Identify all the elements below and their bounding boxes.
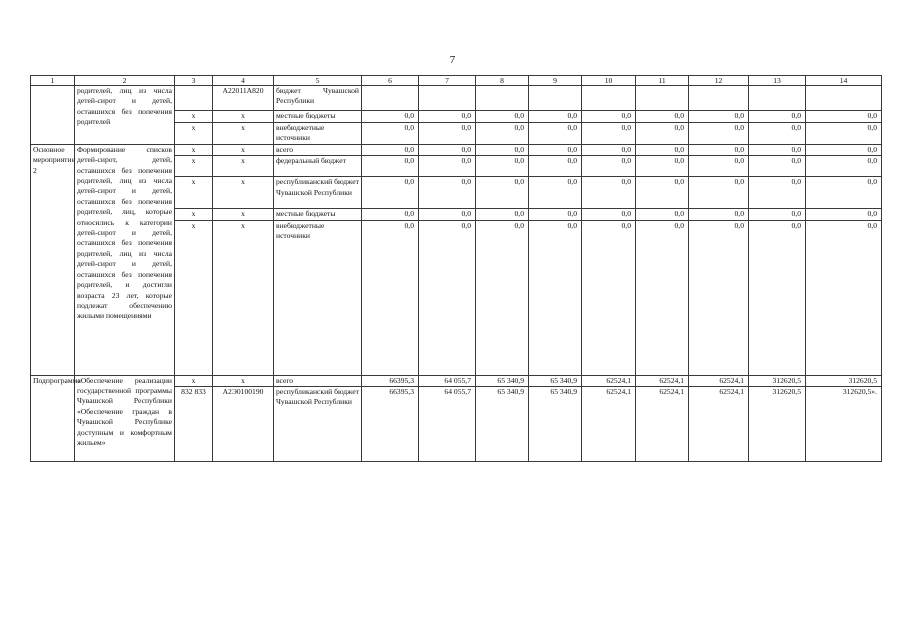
code-cell: х — [175, 156, 213, 177]
code-cell: х — [175, 111, 213, 123]
description-cell: родителей, лиц из числа детей-сирот и детей, оставшихся без попечения родителей — [75, 86, 175, 145]
value-cell: 0,0 — [749, 111, 806, 123]
value-cell: 0,0 — [476, 220, 529, 375]
value-cell: 0,0 — [689, 209, 749, 220]
value-cell: 0,0 — [419, 144, 476, 155]
funding-source-cell: внебюджетные источники — [274, 123, 362, 145]
value-cell: 0,0 — [582, 209, 636, 220]
funding-source-cell: федеральный бюджет — [274, 156, 362, 177]
value-cell: 0,0 — [582, 156, 636, 177]
funding-source-cell: всего — [274, 375, 362, 386]
classification-code-cell: х — [213, 177, 274, 209]
value-cell: 65 340,9 — [529, 387, 582, 462]
value-cell: 0,0 — [362, 156, 419, 177]
page-number: 7 — [449, 54, 456, 66]
value-cell — [689, 86, 749, 111]
classification-code-cell: х — [213, 144, 274, 155]
value-cell — [529, 86, 582, 111]
value-cell: 0,0 — [419, 177, 476, 209]
value-cell: 0,0 — [476, 177, 529, 209]
table-row — [31, 375, 882, 386]
value-cell: 0,0 — [362, 111, 419, 123]
value-cell: 0,0 — [806, 209, 882, 220]
value-cell: 0,0 — [476, 156, 529, 177]
code-cell: х — [175, 209, 213, 220]
value-cell: 62524,1 — [582, 387, 636, 462]
value-cell — [419, 86, 476, 111]
value-cell: 0,0 — [582, 111, 636, 123]
code-cell: х — [175, 375, 213, 386]
value-cell: 0,0 — [749, 156, 806, 177]
value-cell: 0,0 — [749, 209, 806, 220]
funding-source-cell: местные бюджеты — [274, 111, 362, 123]
value-cell: 0,0 — [529, 220, 582, 375]
header-row — [31, 76, 882, 86]
value-cell: 0,0 — [476, 123, 529, 145]
value-cell: 65 340,9 — [476, 387, 529, 462]
value-cell: 0,0 — [362, 144, 419, 155]
value-cell: 0,0 — [419, 156, 476, 177]
value-cell: 0,0 — [582, 220, 636, 375]
header-cell: 5 — [274, 76, 362, 86]
header-cell: 10 — [582, 76, 636, 86]
value-cell: 0,0 — [806, 156, 882, 177]
value-cell: 0,0 — [806, 123, 882, 145]
value-cell: 0,0 — [362, 209, 419, 220]
value-cell: 0,0 — [362, 220, 419, 375]
code-cell: х — [175, 177, 213, 209]
classification-code-cell: А22011А820 — [213, 86, 274, 111]
value-cell: 0,0 — [582, 144, 636, 155]
header-cell: 14 — [806, 76, 882, 86]
value-cell — [749, 86, 806, 111]
value-cell: 66395,3 — [362, 387, 419, 462]
value-cell: 0,0 — [749, 123, 806, 145]
value-cell: 62524,1 — [689, 387, 749, 462]
row-title-cell: Подпрограмма — [31, 375, 75, 461]
funding-source-cell: всего — [274, 144, 362, 155]
value-cell: 62524,1 — [582, 375, 636, 386]
value-cell: 0,0 — [749, 144, 806, 155]
code-cell: х — [175, 123, 213, 145]
classification-code-cell: х — [213, 123, 274, 145]
value-cell — [582, 86, 636, 111]
header-cell: 2 — [75, 76, 175, 86]
value-cell: 0,0 — [806, 220, 882, 375]
value-cell: 312620,5 — [749, 387, 806, 462]
classification-code-cell: х — [213, 111, 274, 123]
value-cell: 64 055,7 — [419, 387, 476, 462]
header-cell: 11 — [636, 76, 689, 86]
value-cell: 0,0 — [529, 111, 582, 123]
value-cell: 0,0 — [362, 123, 419, 145]
value-cell: 0,0 — [476, 144, 529, 155]
value-cell: 0,0 — [749, 177, 806, 209]
value-cell: 0,0 — [689, 144, 749, 155]
value-cell: 312620,5 — [749, 375, 806, 386]
value-cell: 0,0 — [636, 177, 689, 209]
value-cell: 0,0 — [636, 111, 689, 123]
value-cell: 66395,3 — [362, 375, 419, 386]
value-cell: 0,0 — [636, 209, 689, 220]
value-cell: 0,0 — [689, 220, 749, 375]
value-cell: 0,0 — [636, 144, 689, 155]
value-cell: 0,0 — [806, 144, 882, 155]
header-cell: 9 — [529, 76, 582, 86]
header-cell: 1 — [31, 76, 75, 86]
value-cell: 0,0 — [419, 220, 476, 375]
value-cell — [806, 86, 882, 111]
classification-code-cell: А2Э0100190 — [213, 387, 274, 462]
value-cell: 0,0 — [582, 123, 636, 145]
code-cell: 832 833 — [175, 387, 213, 462]
code-cell: х — [175, 144, 213, 155]
description-cell: «Обеспечение реализации государственной программы Чувашской Республики «Обеспечение граждан в Чувашской Республике доступным и комфортным жильем» — [75, 375, 175, 461]
value-cell: 62524,1 — [689, 375, 749, 386]
value-cell: 312620,5 — [806, 375, 882, 386]
code-cell — [175, 86, 213, 111]
header-cell: 7 — [419, 76, 476, 86]
row-title-cell — [31, 86, 75, 145]
header-cell: 6 — [362, 76, 419, 86]
value-cell: 0,0 — [476, 209, 529, 220]
value-cell: 0,0 — [419, 111, 476, 123]
value-cell: 0,0 — [689, 156, 749, 177]
header-cell: 8 — [476, 76, 529, 86]
classification-code-cell: х — [213, 209, 274, 220]
value-cell: 0,0 — [529, 156, 582, 177]
value-cell: 0,0 — [806, 111, 882, 123]
value-cell: 0,0 — [749, 220, 806, 375]
table-row — [31, 144, 882, 155]
classification-code-cell: х — [213, 375, 274, 386]
value-cell — [362, 86, 419, 111]
header-cell: 3 — [175, 76, 213, 86]
value-cell: 0,0 — [476, 111, 529, 123]
funding-source-cell: местные бюджеты — [274, 209, 362, 220]
value-cell: 0,0 — [689, 111, 749, 123]
table-row — [31, 86, 882, 111]
description-cell: Формирование списков детей-сирот, детей, оставшихся без попечения родителей, лиц из числа детей-сирот и детей, оставшихся без попечения родителей, лиц, которые относились к категории детей-сирот и детей, оставшихся без попечения родителей, лиц из числа детей-сирот и детей, оставшихся без попечения родителей, и достигли возраста 23 лет, которые подлежат обеспечению жилыми помещениями — [75, 144, 175, 375]
funding-source-cell: внебюджетные источники — [274, 220, 362, 375]
header-cell: 13 — [749, 76, 806, 86]
value-cell: 0,0 — [362, 177, 419, 209]
value-cell: 65 340,9 — [529, 375, 582, 386]
value-cell — [636, 86, 689, 111]
value-cell: 62524,1 — [636, 375, 689, 386]
value-cell: 0,0 — [529, 123, 582, 145]
value-cell: 65 340,9 — [476, 375, 529, 386]
funding-source-cell: бюджет Чувашской Республики — [274, 86, 362, 111]
value-cell: 0,0 — [689, 123, 749, 145]
value-cell: 0,0 — [689, 177, 749, 209]
value-cell: 0,0 — [529, 209, 582, 220]
value-cell: 0,0 — [582, 177, 636, 209]
value-cell: 0,0 — [419, 123, 476, 145]
value-cell: 64 055,7 — [419, 375, 476, 386]
value-cell — [476, 86, 529, 111]
value-cell: 0,0 — [529, 177, 582, 209]
row-title-cell: Основное мероприятие 2 — [31, 144, 75, 375]
value-cell: 62524,1 — [636, 387, 689, 462]
classification-code-cell: х — [213, 220, 274, 375]
funding-table — [30, 75, 882, 462]
header-cell: 4 — [213, 76, 274, 86]
value-cell: 0,0 — [419, 209, 476, 220]
value-cell: 0,0 — [529, 144, 582, 155]
value-cell: 0,0 — [636, 220, 689, 375]
value-cell: 0,0 — [636, 156, 689, 177]
funding-source-cell: республиканский бюджет Чувашской Республики — [274, 177, 362, 209]
funding-source-cell: республиканский бюджет Чувашской Республики — [274, 387, 362, 462]
code-cell: х — [175, 220, 213, 375]
header-cell: 12 — [689, 76, 749, 86]
value-cell: 312620,5». — [806, 387, 882, 462]
value-cell: 0,0 — [636, 123, 689, 145]
value-cell: 0,0 — [806, 177, 882, 209]
classification-code-cell: х — [213, 156, 274, 177]
